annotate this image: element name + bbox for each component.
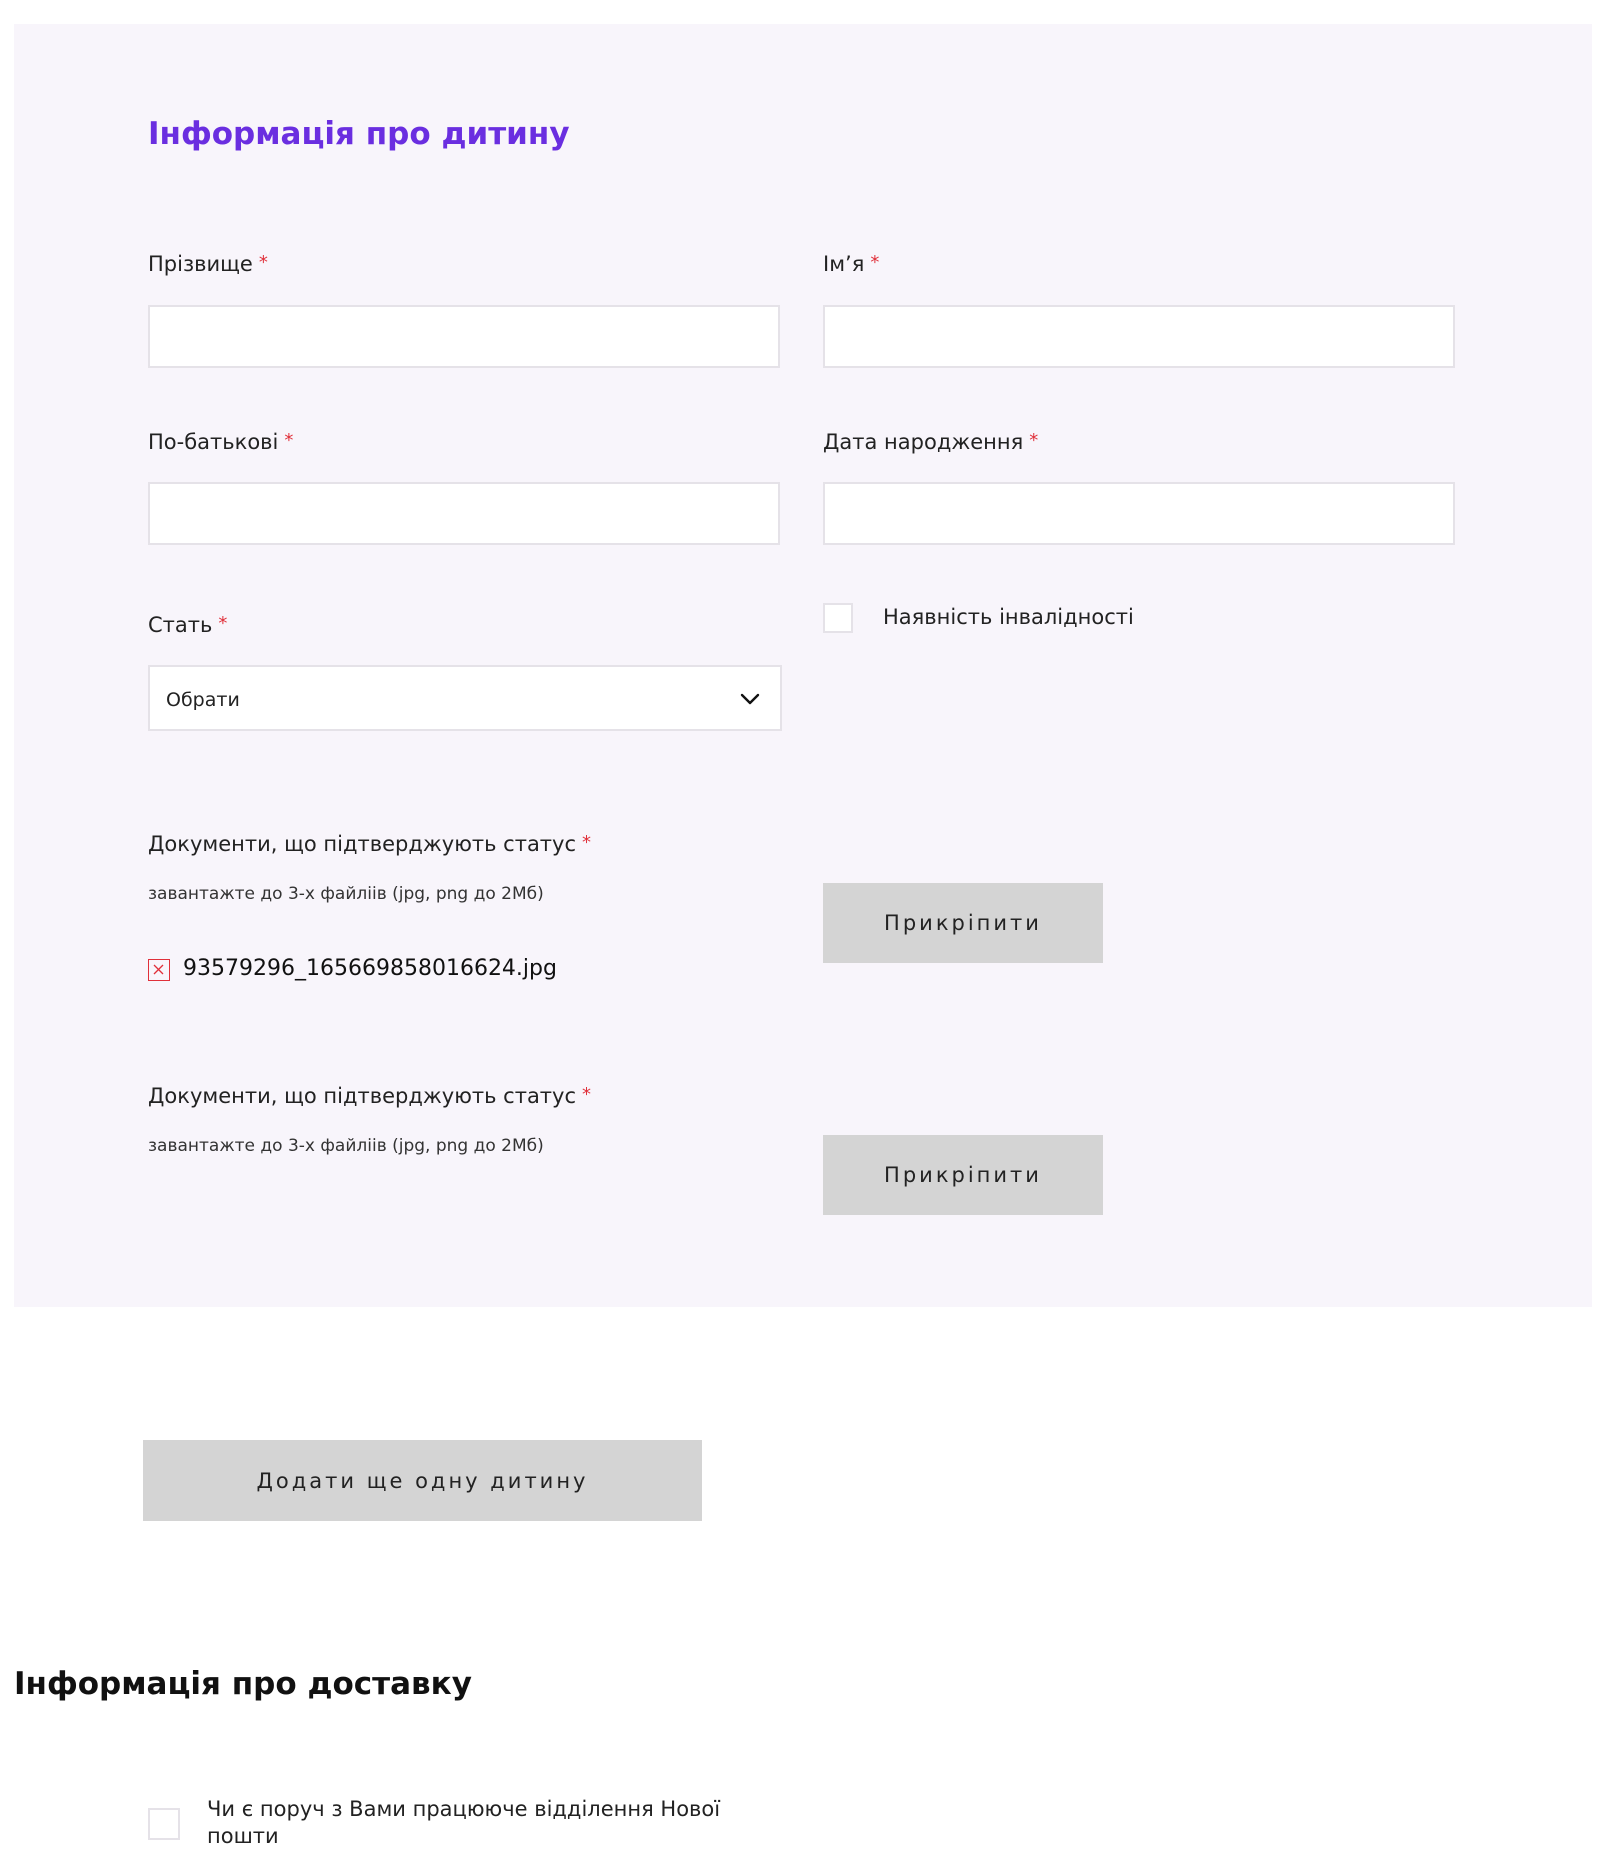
delivery-info-title: Інформація про доставку xyxy=(14,1666,472,1702)
documents-hint: завантажте до 3-х файліів (jpg, png до 2Мб) xyxy=(148,884,544,904)
required-mark: * xyxy=(258,252,268,273)
gender-label-text: Стать xyxy=(148,613,213,637)
attach-button[interactable]: Прикріпити xyxy=(823,883,1103,963)
child-info-title: Інформація про дитину xyxy=(148,116,570,152)
gender-select[interactable] xyxy=(148,665,782,731)
required-mark: * xyxy=(870,252,880,273)
chevron-down-icon xyxy=(738,687,762,711)
patronymic-label-text: По-батькові xyxy=(148,430,279,454)
birth-date-label xyxy=(823,430,1038,454)
documents-label xyxy=(148,1084,591,1108)
remove-file-button[interactable] xyxy=(148,959,170,981)
documents-label-text: Документи, що підтверджують статус xyxy=(148,1084,577,1108)
documents-hint: завантажте до 3-х файліів (jpg, png до 2Мб) xyxy=(148,1136,544,1156)
first-name-label-text: Ім’я xyxy=(823,252,865,276)
surname-label-text: Прізвище xyxy=(148,252,253,276)
disability-label: Наявність інвалідності xyxy=(883,605,1134,629)
attach-button[interactable]: Прикріпити xyxy=(823,1135,1103,1215)
patronymic-label xyxy=(148,430,293,454)
birth-date-label-text: Дата народження xyxy=(823,430,1024,454)
attached-file-name: 93579296_165669858016624.jpg xyxy=(183,956,557,981)
gender-select-value: Обрати xyxy=(166,689,240,711)
birth-date-input[interactable] xyxy=(823,482,1455,545)
required-mark: * xyxy=(1029,430,1039,451)
required-mark: * xyxy=(284,430,294,451)
close-icon xyxy=(149,960,168,979)
documents-label-text: Документи, що підтверджують статус xyxy=(148,832,577,856)
patronymic-input[interactable] xyxy=(148,482,780,545)
first-name-label xyxy=(823,252,879,276)
nova-poshta-label: Чи є поруч з Вами працююче відділення Нової пошти xyxy=(207,1797,721,1848)
gender-label xyxy=(148,613,227,637)
surname-label xyxy=(148,252,268,276)
required-mark: * xyxy=(218,613,228,634)
first-name-input[interactable] xyxy=(823,305,1455,368)
disability-checkbox[interactable] xyxy=(823,603,853,633)
add-child-button[interactable]: Додати ще одну дитину xyxy=(143,1440,702,1521)
documents-label xyxy=(148,832,591,856)
nova-poshta-checkbox[interactable] xyxy=(148,1808,180,1840)
required-mark: * xyxy=(582,1084,592,1105)
required-mark: * xyxy=(582,832,592,853)
surname-input[interactable] xyxy=(148,305,780,368)
